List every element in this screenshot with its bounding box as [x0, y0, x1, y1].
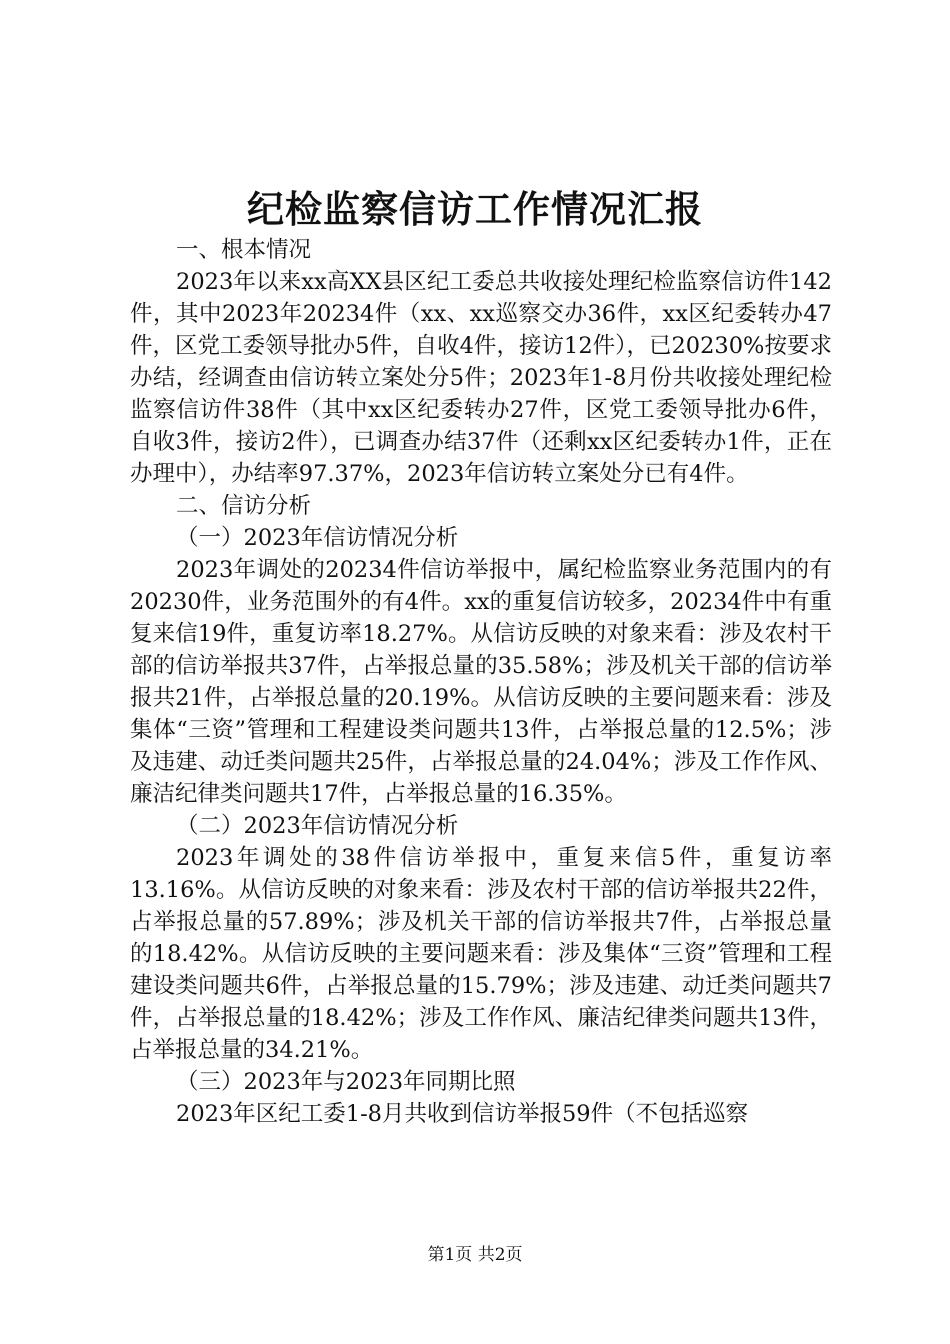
document-body	[130, 234, 832, 1130]
subsection1-heading: （一）2023年信访情况分析	[176, 525, 459, 551]
subsection2-paragraph: 2023年调处的38件信访举报中，重复来信5件，重复访率13.16%。从信访反映的对象来看：涉及农村干部的信访举报共22件，占举报总量的57.89%；涉及机关干部的信访举报共7件，占举报总量的18.42%。从信访反映的主要问题来看：涉及集体“三资”管理和工程建设类问题共6件，占举报总量的15.79%；涉及违建、动迁类问题共7件，占举报总量的18.42%；涉及工作作风、廉洁纪律类问题共13件，占举报总量的34.21%。	[130, 845, 832, 1063]
subsection3-paragraph: 2023年区纪工委1-8月共收到信访举报59件（不包括巡察	[176, 1101, 749, 1127]
document-title: 纪检监察信访工作情况汇报	[247, 187, 703, 231]
section2-heading: 二、信访分析	[176, 493, 312, 519]
subsection2-heading: （二）2023年信访情况分析	[176, 813, 459, 839]
page-footer: 第1页 共2页	[427, 1245, 523, 1265]
section1-paragraph: 2023年以来xx高XX县区纪工委总共收接处理纪检监察信访件142件，其中2023年20234件（xx、xx巡察交办36件，xx区纪委转办47件，区党工委领导批办5件，自收4件，接访12件），已20230%按要求办结，经调查由信访转立案处分5件；2023年1-8月份共收接处理纪检监察信访件38件（其中xx区纪委转办27件，区党工委领导批办6件，自收3件，接访2件），已调查办结37件（还剩xx区纪委转办1件，正在办理中），办结率97.37%，2023年信访转立案处分已有4件。	[130, 269, 832, 487]
subsection1-paragraph: 2023年调处的20234件信访举报中，属纪检监察业务范围内的有20230件，业务范围外的有4件。xx的重复信访较多，20234件中有重复来信19件，重复访率18.27%。从信访反映的对象来看：涉及农村干部的信访举报共37件，占举报总量的35.58%；涉及机关干部的信访举报共21件，占举报总量的20.19%。从信访反映的主要问题来看：涉及集体“三资”管理和工程建设类问题共13件，占举报总量的12.5%；涉及违建、动迁类问题共25件，占举报总量的24.04%；涉及工作作风、廉洁纪律类问题共17件，占举报总量的16.35%。	[130, 557, 832, 807]
subsection3-heading: （三）2023年与2023年同期比照	[176, 1069, 516, 1095]
section1-heading: 一、根本情况	[176, 237, 312, 263]
